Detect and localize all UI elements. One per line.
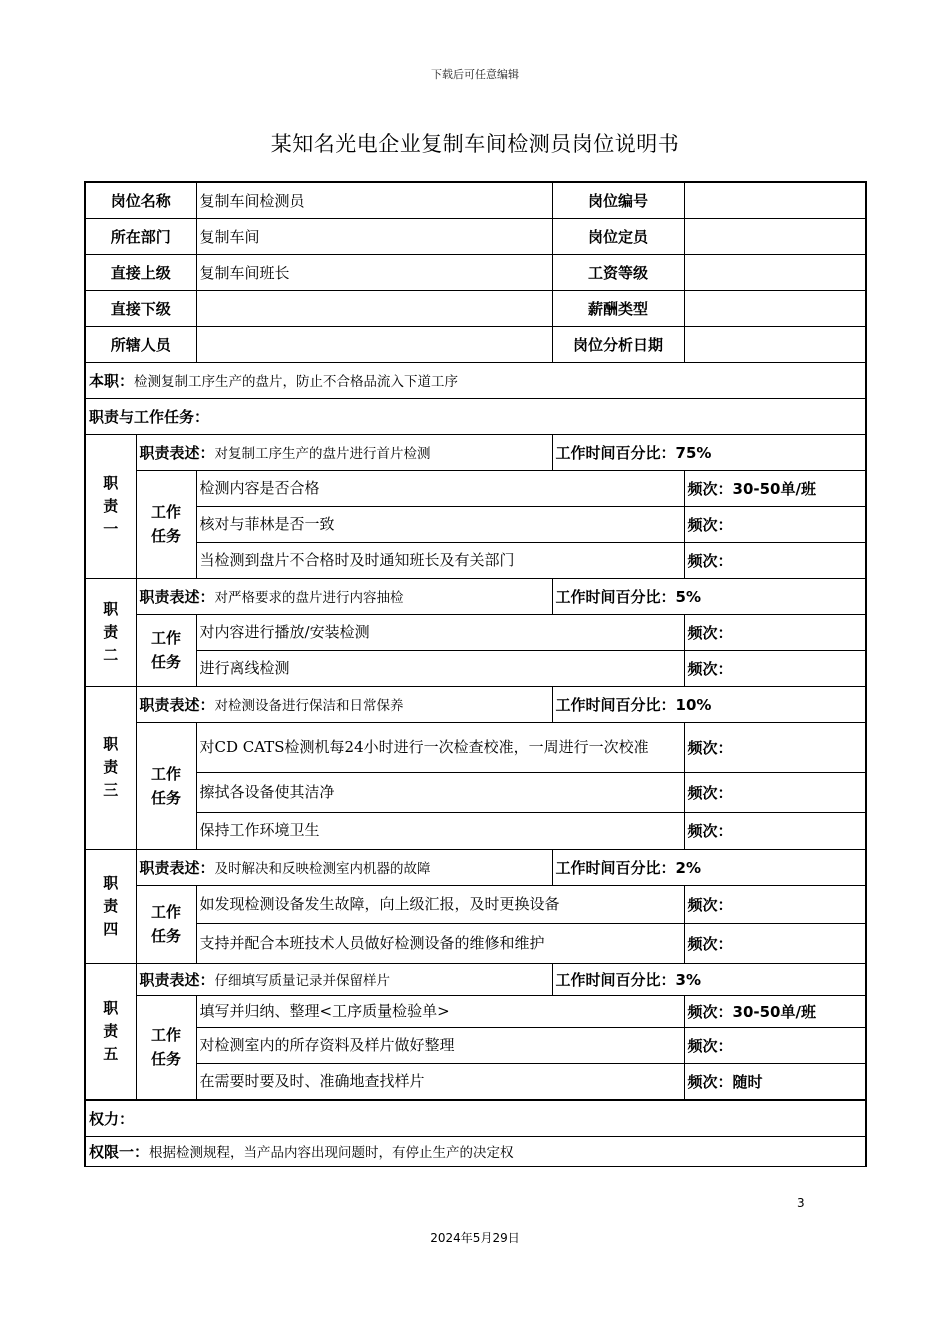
time-percent: 工作时间百分比：10%	[552, 686, 866, 722]
duty-desc-row	[85, 434, 866, 470]
duty-name	[85, 963, 136, 1100]
summary-row	[85, 362, 866, 398]
summary-label: 本职：	[89, 371, 135, 390]
task-text: 如发现检测设备发生故障，向上级汇报，及时更换设备	[196, 885, 684, 923]
task-label	[136, 885, 196, 963]
job-summary	[85, 362, 866, 398]
task-text: 对检测室内的所存资料及样片做好整理	[196, 1027, 684, 1063]
info-label: 岗位定员	[552, 218, 684, 254]
task-row	[85, 506, 866, 542]
task-row	[85, 1063, 866, 1100]
document-title: 某知名光电企业复制车间检测员岗位说明书	[270, 132, 680, 156]
authority-text: 根据检测规程，当产品内容出现问题时，有停止生产的决定权	[149, 1144, 514, 1161]
task-row	[85, 542, 866, 578]
task-frequency: 频次：	[684, 923, 866, 963]
task-label	[136, 722, 196, 849]
header-note: 下载后可任意编辑	[431, 68, 519, 81]
task-text: 支持并配合本班技术人员做好检测设备的维修和维护	[196, 923, 684, 963]
task-frequency: 频次：	[684, 812, 866, 849]
task-text: 擦拭各设备使其洁净	[196, 772, 684, 812]
info-label: 所在部门	[85, 218, 196, 254]
task-text: 进行离线检测	[196, 650, 684, 686]
task-label	[136, 995, 196, 1100]
duty-desc-row	[85, 578, 866, 614]
duty-name-text: 职责一	[103, 473, 119, 538]
task-row	[85, 885, 866, 923]
info-value	[684, 290, 866, 326]
job-description-table	[84, 181, 867, 1167]
task-frequency: 频次：30-50单/班	[684, 995, 866, 1027]
task-frequency: 频次：	[684, 650, 866, 686]
task-frequency: 频次：30-50单/班	[684, 470, 866, 506]
task-text: 核对与菲林是否一致	[196, 506, 684, 542]
duties-header-row	[85, 398, 866, 434]
time-percent: 工作时间百分比：5%	[552, 578, 866, 614]
info-label: 岗位名称	[85, 182, 196, 218]
task-frequency: 频次：	[684, 506, 866, 542]
duty-name	[85, 686, 136, 849]
task-row	[85, 772, 866, 812]
task-label-text: 工作任务	[150, 503, 181, 545]
task-row	[85, 722, 866, 772]
duty-desc-text: 仔细填写质量记录并保留样片	[214, 972, 391, 989]
duty-desc-text: 对复制工序生产的盘片进行首片检测	[214, 445, 431, 462]
task-label-text: 工作任务	[150, 764, 181, 807]
task-frequency: 频次：	[684, 1027, 866, 1063]
authority-item	[85, 1136, 866, 1166]
task-text: 在需要时要及时、准确地查找样片	[196, 1063, 684, 1100]
info-row	[85, 290, 866, 326]
duty-desc	[136, 434, 552, 470]
info-row	[85, 254, 866, 290]
info-label: 工资等级	[552, 254, 684, 290]
info-value: 复制车间	[196, 218, 552, 254]
duty-desc-text: 对检测设备进行保洁和日常保养	[214, 697, 404, 714]
task-text: 对内容进行播放/安装检测	[196, 614, 684, 650]
task-label	[136, 614, 196, 686]
info-value: 复制车间班长	[196, 254, 552, 290]
info-row	[85, 326, 866, 362]
info-row	[85, 182, 866, 218]
task-frequency: 频次：随时	[684, 1063, 866, 1100]
task-frequency: 频次：	[684, 614, 866, 650]
task-label-text: 工作任务	[150, 903, 181, 945]
info-label: 薪酬类型	[552, 290, 684, 326]
task-text: 检测内容是否合格	[196, 470, 684, 506]
desc-label: 职责表述：	[139, 970, 215, 989]
task-row	[85, 812, 866, 849]
task-label	[136, 470, 196, 578]
info-value: 复制车间检测员	[196, 182, 552, 218]
footer-date: 2024年5月29日	[430, 1231, 520, 1245]
info-value	[196, 290, 552, 326]
duty-name-text: 职责三	[103, 735, 119, 799]
info-label: 直接上级	[85, 254, 196, 290]
task-text: 保持工作环境卫生	[196, 812, 684, 849]
desc-label: 职责表述：	[139, 695, 215, 714]
authority-header: 权力：	[85, 1100, 866, 1136]
info-value	[684, 218, 866, 254]
summary-text: 检测复制工序生产的盘片，防止不合格品流入下道工序	[134, 373, 459, 390]
duty-name-text: 职责四	[103, 873, 119, 938]
info-value	[684, 326, 866, 362]
task-frequency: 频次：	[684, 542, 866, 578]
info-label: 直接下级	[85, 290, 196, 326]
time-percent: 工作时间百分比：75%	[552, 434, 866, 470]
task-row	[85, 1027, 866, 1063]
duty-name-text: 职责五	[103, 998, 119, 1063]
task-frequency: 频次：	[684, 722, 866, 772]
task-row	[85, 614, 866, 650]
duty-desc-row	[85, 849, 866, 885]
info-value	[196, 326, 552, 362]
info-value	[684, 182, 866, 218]
duty-name	[85, 849, 136, 963]
duty-desc	[136, 686, 552, 722]
duty-name	[85, 578, 136, 686]
desc-label: 职责表述：	[139, 858, 215, 877]
task-row	[85, 650, 866, 686]
info-value	[684, 254, 866, 290]
info-label: 所辖人员	[85, 326, 196, 362]
task-text: 填写并归纳、整理<工序质量检验单>	[196, 995, 684, 1027]
task-row	[85, 995, 866, 1027]
duty-desc-text: 对严格要求的盘片进行内容抽检	[214, 589, 404, 606]
time-percent: 工作时间百分比：2%	[552, 849, 866, 885]
desc-label: 职责表述：	[139, 587, 215, 606]
authority-label: 权限一：	[89, 1142, 150, 1161]
info-label: 岗位编号	[552, 182, 684, 218]
duty-desc-text: 及时解决和反映检测室内机器的故障	[214, 860, 431, 877]
duty-desc	[136, 578, 552, 614]
desc-label: 职责表述：	[139, 443, 215, 462]
task-frequency: 频次：	[684, 885, 866, 923]
authority-header-row	[85, 1100, 866, 1136]
info-label: 岗位分析日期	[552, 326, 684, 362]
time-percent: 工作时间百分比：3%	[552, 963, 866, 995]
duty-desc	[136, 849, 552, 885]
task-text: 对CD CATS检测机每24小时进行一次检查校准，一周进行一次校准	[196, 722, 684, 772]
page-number: 3	[797, 1196, 805, 1210]
duty-desc-row	[85, 963, 866, 995]
task-row	[85, 923, 866, 963]
task-row	[85, 470, 866, 506]
task-label-text: 工作任务	[150, 629, 181, 671]
duty-name	[85, 434, 136, 578]
duty-desc	[136, 963, 552, 995]
info-row	[85, 218, 866, 254]
duty-desc-row	[85, 686, 866, 722]
authority-row	[85, 1136, 866, 1166]
task-label-text: 工作任务	[150, 1026, 181, 1069]
duties-header: 职责与工作任务：	[85, 398, 866, 434]
task-text: 当检测到盘片不合格时及时通知班长及有关部门	[196, 542, 684, 578]
task-frequency: 频次：	[684, 772, 866, 812]
duty-name-text: 职责二	[103, 599, 119, 664]
